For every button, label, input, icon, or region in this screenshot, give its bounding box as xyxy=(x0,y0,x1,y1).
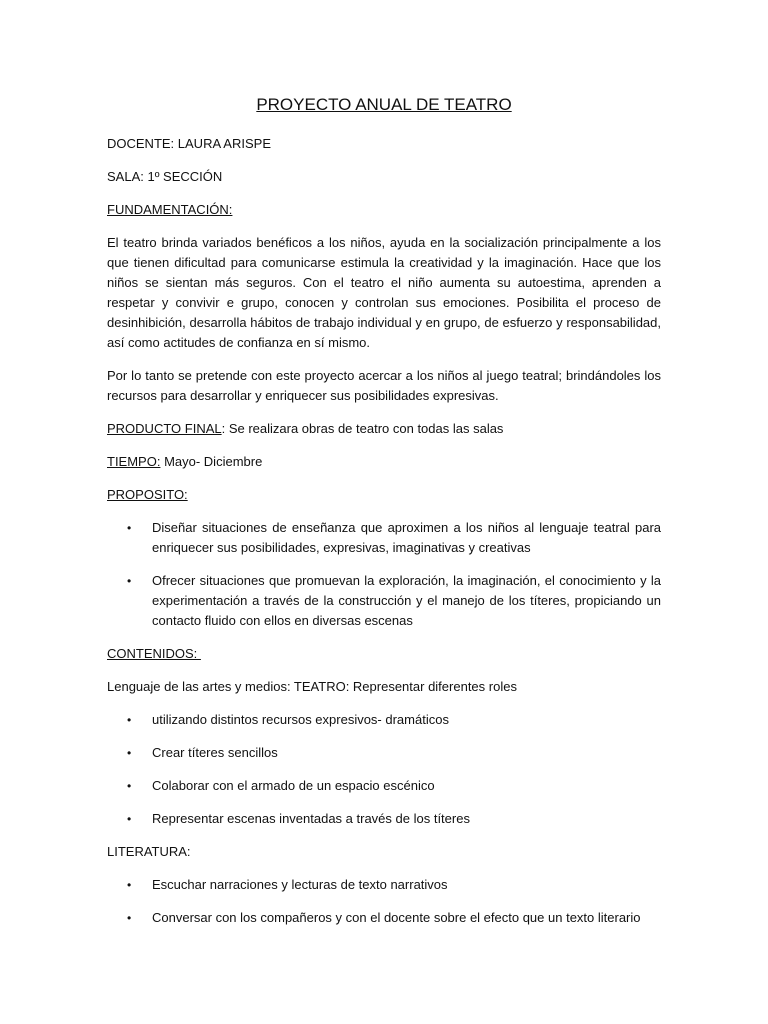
bullet-icon: • xyxy=(127,521,132,535)
list-item xyxy=(107,710,661,730)
bullet-icon: • xyxy=(127,746,132,760)
contenidos-item-text: Representar escenas inventadas a través de los títeres xyxy=(152,811,470,826)
bullet-icon: • xyxy=(127,779,132,793)
document-title: PROYECTO ANUAL DE TEATRO xyxy=(256,95,512,114)
contenidos-heading: CONTENIDOS: xyxy=(107,646,201,661)
literatura-heading: LITERATURA: xyxy=(107,844,191,859)
proposito-item-text: Ofrecer situaciones que promuevan la exploración, la imaginación, el conocimiento y la experimentación a través de la construcción y el manejo de los títeres, propiciando un contacto fluido con ellos en diversas escenas xyxy=(152,573,661,628)
contenidos-item-text: Crear títeres sencillos xyxy=(152,745,278,760)
literatura-item-text: Escuchar narraciones y lecturas de texto narrativos xyxy=(152,877,448,892)
list-item xyxy=(107,518,661,558)
bullet-icon: • xyxy=(127,574,132,588)
list-item xyxy=(107,571,661,631)
sala-line: SALA: 1º SECCIÓN xyxy=(107,169,223,184)
tiempo-text: Mayo- Diciembre xyxy=(160,454,263,469)
producto-final-text: : Se realizara obras de teatro con todas las salas xyxy=(221,421,504,436)
producto-final-label: PRODUCTO FINAL xyxy=(107,421,222,436)
bullet-icon: • xyxy=(127,878,132,892)
docente-line: DOCENTE: LAURA ARISPE xyxy=(107,136,271,151)
literatura-item-text: Conversar con los compañeros y con el docente sobre el efecto que un texto literario xyxy=(152,910,641,925)
fundamentacion-heading: FUNDAMENTACIÓN: xyxy=(107,202,233,217)
list-item xyxy=(107,908,661,928)
list-item xyxy=(107,776,661,796)
bullet-icon: • xyxy=(127,911,132,925)
contenidos-item-text: Colaborar con el armado de un espacio escénico xyxy=(152,778,435,793)
fundamentacion-paragraph-1: El teatro brinda variados benéficos a los niños, ayuda en la socialización principalmente a los que tienen dificultad para comunicarse estimula la creatividad y la imaginación. Hace que los niños se sientan más seguros. Con el teatro el niño aumenta su autoestima, aprenden a respetar y convivir e grupo, conocen y controlan sus emociones. Posibilita el proceso de desinhibición, desarrolla hábitos de trabajo individual y en grupo, de esfuerzo y responsabilidad, así como actitudes de confianza en sí mismo. xyxy=(107,235,661,350)
list-item xyxy=(107,809,661,829)
contenidos-list xyxy=(107,710,661,829)
bullet-icon: • xyxy=(127,713,132,727)
proposito-list xyxy=(107,518,661,631)
document-page xyxy=(107,94,661,941)
tiempo-line xyxy=(107,452,661,472)
contenidos-item-text: utilizando distintos recursos expresivos- dramáticos xyxy=(152,712,449,727)
list-item xyxy=(107,743,661,763)
proposito-item-text: Diseñar situaciones de enseñanza que aproximen a los niños al lenguaje teatral para enriquecer sus posibilidades, expresivas, imaginativas y creativas xyxy=(152,520,661,555)
producto-final-line xyxy=(107,419,661,439)
bullet-icon: • xyxy=(127,812,132,826)
list-item xyxy=(107,875,661,895)
contenidos-intro: Lenguaje de las artes y medios: TEATRO: Representar diferentes roles xyxy=(107,679,517,694)
tiempo-label: TIEMPO: xyxy=(107,454,161,469)
fundamentacion-paragraph-2: Por lo tanto se pretende con este proyecto acercar a los niños al juego teatral; brindándoles los recursos para desarrollar y enriquecer sus posibilidades expresivas. xyxy=(107,368,661,403)
literatura-list xyxy=(107,875,661,928)
proposito-heading: PROPOSITO: xyxy=(107,487,188,502)
